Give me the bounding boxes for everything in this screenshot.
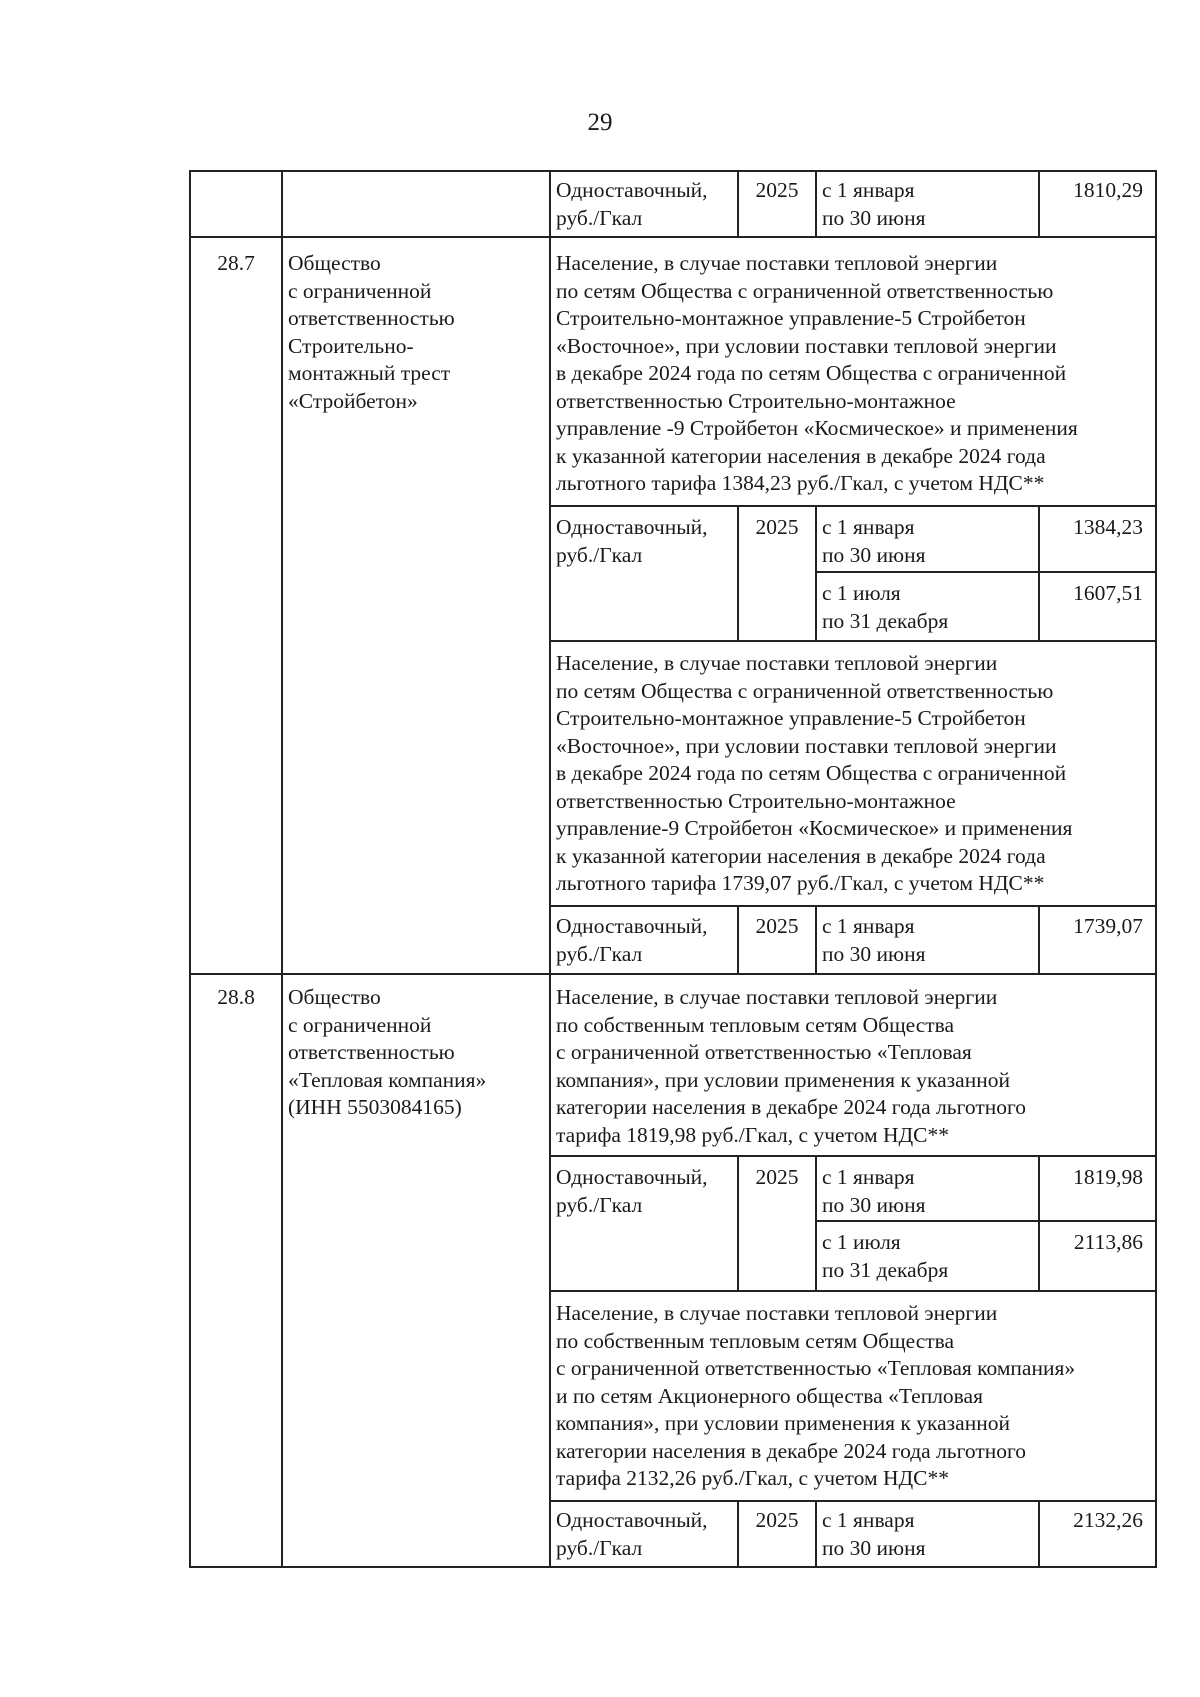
tariff-year: 2025: [755, 1165, 799, 1189]
table-rule: [815, 1500, 817, 1566]
table-rule: [815, 505, 817, 640]
tariff-value: 2132,26: [1073, 1508, 1143, 1532]
tariff-unit: Одноставочный, руб./Гкал: [556, 1165, 708, 1217]
tariff-unit: Одноставочный, руб./Гкал: [556, 914, 708, 966]
tariff-year: 2025: [755, 515, 799, 539]
page-number: 29: [587, 109, 613, 136]
table-rule: [549, 640, 1156, 642]
section-number: 28.7: [217, 251, 255, 275]
table-rule: [815, 170, 817, 236]
table-rule: [189, 236, 1156, 238]
tariff-period: с 1 января по 30 июня: [822, 1165, 926, 1217]
tariff-value: 1739,07: [1073, 914, 1143, 938]
table-rule: [549, 170, 551, 1568]
table-rule: [549, 1290, 1156, 1292]
table-rule: [189, 973, 1156, 975]
tariff-unit: Одноставочный, руб./Гкал: [556, 515, 708, 567]
table-rule: [815, 1220, 1156, 1222]
tariff-period: с 1 января по 30 июня: [822, 914, 926, 966]
organization-name: Общество с ограниченной ответственностью «Тепловая компания» (ИНН 5503084165): [288, 985, 487, 1119]
tariff-period: с 1 января по 30 июня: [822, 1508, 926, 1560]
tariff-value: 2113,86: [1073, 1230, 1143, 1254]
table-rule: [549, 905, 1156, 907]
tariff-year: 2025: [755, 178, 799, 202]
table-rule: [549, 1500, 1156, 1502]
table-rule: [189, 170, 191, 1568]
organization-name: Общество с ограниченной ответственностью Строительно- монтажный трест «Стройбетон»: [288, 251, 455, 413]
tariff-unit: Одноставочный, руб./Гкал: [556, 178, 708, 230]
tariff-value: 1810,29: [1073, 178, 1143, 202]
consumer-description: Население, в случае поставки тепловой энергии по сетям Общества с ограниченной ответственностью Строительно-монтажное управление-5 Стройбетон «Восточное», при условии поставки тепловой энергии в декабре 2024 года по сетям Общества с ограниченной ответственностью Строительно-монтажное управление-9 Стройбетон «Космическое» и применения к указанной категории населения в декабре 2024 года льготного тарифа 1739,07 руб./Гкал, с учетом НДС**: [556, 651, 1073, 895]
section-number: 28.8: [217, 985, 255, 1009]
tariff-value: 1819,98: [1073, 1165, 1143, 1189]
tariff-year: 2025: [755, 1508, 799, 1532]
tariff-unit: Одноставочный, руб./Гкал: [556, 1508, 708, 1560]
consumer-description: Население, в случае поставки тепловой энергии по сетям Общества с ограниченной ответственностью Строительно-монтажное управление-5 Стройбетон «Восточное», при условии поставки тепловой энергии в декабре 2024 года по сетям Общества с ограниченной ответственностью Строительно-монтажное управление -9 Стройбетон «Космическое» и применения к указанной категории населения в декабре 2024 года льготного тарифа 1384,23 руб./Гкал, с учетом НДС**: [556, 251, 1078, 495]
consumer-description: Население, в случае поставки тепловой энергии по собственным тепловым сетям Общества с ограниченной ответственностью «Тепловая компания» и по сетям Акционерного общества «Тепловая компания», при условии применения к указанной категории населения в декабре 2024 года льготного тарифа 2132,26 руб./Гкал, с учетом НДС**: [556, 1301, 1076, 1490]
tariff-value: 1607,51: [1073, 581, 1143, 605]
table-rule: [549, 505, 1156, 507]
table-rule: [189, 1566, 1156, 1568]
table-rule: [189, 170, 1156, 172]
tariff-year: 2025: [755, 914, 799, 938]
tariff-period: с 1 января по 30 июня: [822, 515, 926, 567]
table-rule: [549, 1155, 1156, 1157]
table-rule: [281, 170, 283, 1568]
tariff-value: 1384,23: [1073, 515, 1143, 539]
tariff-period: с 1 января по 30 июня: [822, 178, 926, 230]
tariff-period: с 1 июля по 31 декабря: [822, 1230, 949, 1282]
consumer-description: Население, в случае поставки тепловой энергии по собственным тепловым сетям Общества с ограниченной ответственностью «Тепловая компания», при условии применения к указанной категории населения в декабре 2024 года льготного тарифа 1819,98 руб./Гкал, с учетом НДС**: [556, 985, 1027, 1147]
table-rule: [815, 905, 817, 973]
table-rule: [815, 1155, 817, 1290]
table-rule: [815, 571, 1156, 573]
tariff-period: с 1 июля по 31 декабря: [822, 581, 949, 633]
